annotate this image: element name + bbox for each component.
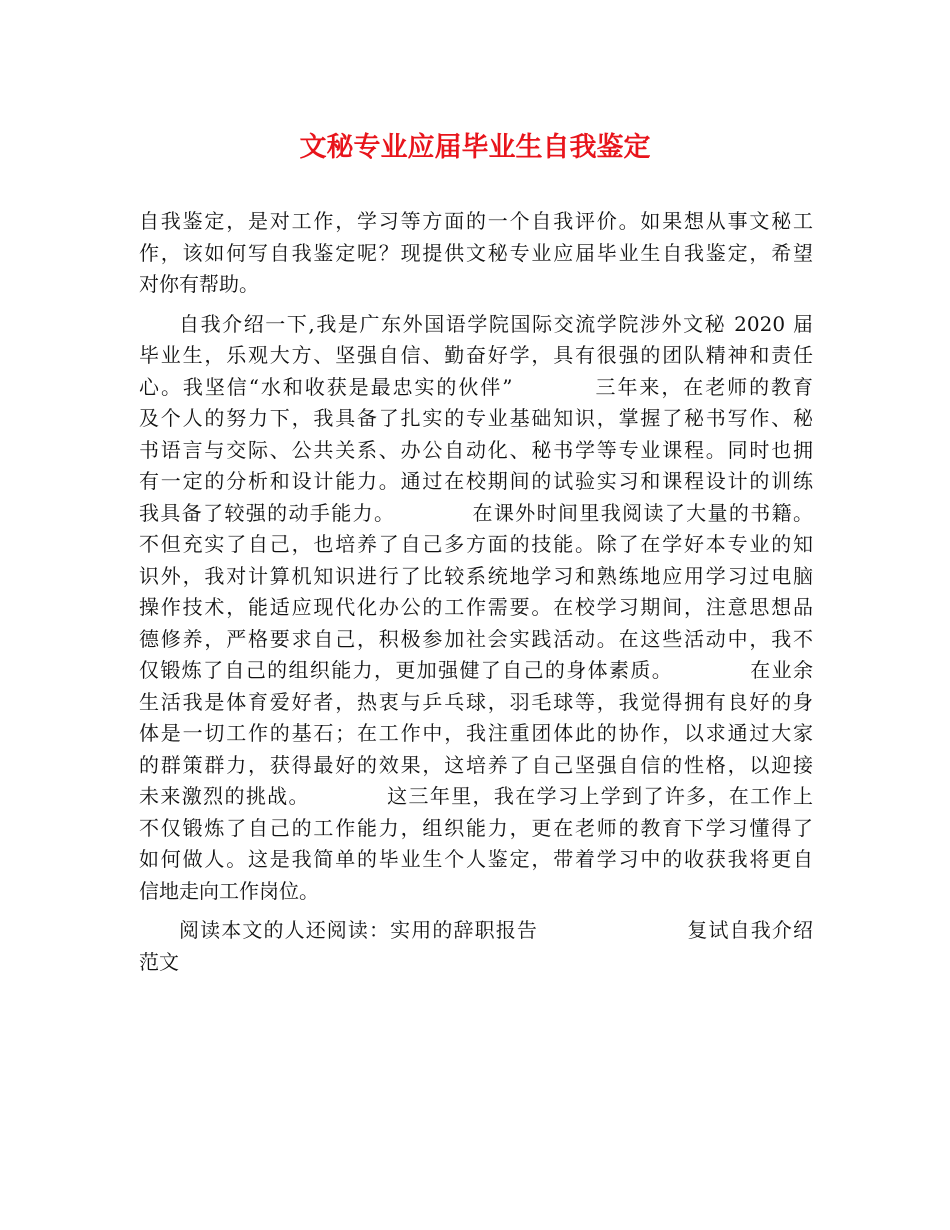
text-line: 德修养，严格要求自己，积极参加社会实践活动。在这些活动中，我不 xyxy=(139,626,813,651)
text-line: 对你有帮助。 xyxy=(139,272,259,296)
text-line: 的群策群力，获得最好的效果，这培养了自己坚强自信的性格，以迎接 xyxy=(139,752,813,777)
text-line: 心。我坚信“水和收获是最忠实的伙伴” 三年来，在老师的教育 xyxy=(139,374,813,399)
text-line: 书语言与交际、公共关系、办公自动化、秘书学等专业课程。同时也拥 xyxy=(139,437,813,462)
text-line: 自我介绍一下,我是广东外国语学院国际交流学院涉外文秘 2020 届 xyxy=(179,311,813,336)
text-line: 仅锻炼了自己的组织能力，更加强健了自己的身体素质。 在业余 xyxy=(139,658,813,682)
text-line: 及个人的努力下，我具备了扎实的专业基础知识，掌握了秘书写作、秘 xyxy=(139,406,813,430)
text-line: 自我鉴定，是对工作，学习等方面的一个自我评价。如果想从事文秘工 xyxy=(139,209,813,233)
document-body xyxy=(139,206,813,978)
text-line: 如何做人。这是我简单的毕业生个人鉴定，带着学习中的收获我将更自 xyxy=(139,847,813,871)
text-line: 作，该如何写自我鉴定呢？现提供文秘专业应届毕业生自我鉴定，希望 xyxy=(139,240,813,265)
paragraph-intro xyxy=(139,206,813,301)
text-line: 不但充实了自己，也培养了自己多方面的技能。除了在学好本专业的知 xyxy=(139,532,813,556)
text-line: 不仅锻炼了自己的工作能力，组织能力，更在老师的教育下学习懂得了 xyxy=(139,815,813,840)
text-line: 信地走向工作岗位。 xyxy=(139,878,319,903)
text-line: 有一定的分析和设计能力。通过在校期间的试验实习和课程设计的训练 xyxy=(139,469,813,493)
related-reading-line: 范文 xyxy=(139,949,179,974)
text-line: 操作技术，能适应现代化办公的工作需要。在校学习期间，注意思想品 xyxy=(139,595,813,619)
text-line: 识外，我对计算机知识进行了比较系统地学习和熟练地应用学习过电脑 xyxy=(139,563,813,588)
text-line: 生活我是体育爱好者，热衷与乒乓球，羽毛球等，我觉得拥有良好的身 xyxy=(139,689,813,714)
text-line: 体是一切工作的基石；在工作中，我注重团体此的协作，以求通过大家 xyxy=(139,721,813,745)
related-reading-line: 阅读本文的人还阅读：实用的辞职报告 复试自我介绍 xyxy=(179,918,813,942)
text-line: 未来激烈的挑战。 这三年里，我在学习上学到了许多，在工作上 xyxy=(139,784,813,808)
paragraph-self-introduction xyxy=(139,309,813,908)
text-line: 毕业生，乐观大方、坚强自信、勤奋好学，具有很强的团队精神和责任 xyxy=(139,343,813,367)
paragraph-related-reading xyxy=(139,915,813,978)
document-title: 文秘专业应届毕业生自我鉴定 xyxy=(299,132,651,163)
text-line: 我具备了较强的动手能力。 在课外时间里我阅读了大量的书籍。 xyxy=(139,500,813,525)
